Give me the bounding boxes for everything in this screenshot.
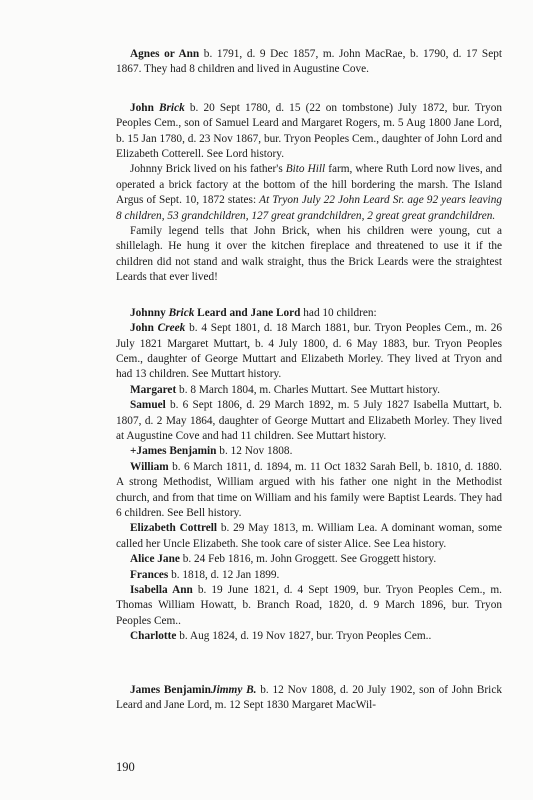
entry-nickname: Brick [168, 306, 195, 319]
page-number: 190 [116, 760, 135, 774]
children-intro: Johnny Brick Leard and Jane Lord had 10 children: [130, 306, 377, 319]
child-entry [116, 552, 502, 567]
entry-name: Agnes or Ann [130, 48, 200, 60]
child-name: William [130, 460, 169, 473]
farm-name: Bito Hill [285, 163, 326, 176]
text-column [116, 47, 502, 713]
child-name: Samuel [130, 399, 166, 412]
child-name: Isabella Ann [130, 584, 193, 596]
child-name: Frances [130, 568, 169, 581]
child-entry [116, 629, 502, 644]
entry-james-benjamin [116, 683, 502, 714]
child-entry [116, 398, 502, 444]
entry-agnes [116, 47, 502, 78]
entry-nickname: Jimmy B. [210, 683, 257, 696]
child-text: b. 6 Sept 1806, d. 29 March 1892, m. 5 July 1827 Isabella Muttart, b. 1807, d. 2 May 1864, daughter of George Muttart and Elizabeth Morley. They lived at Augustine Cove and had 11 children. See Muttart history. [116, 399, 502, 442]
entry-text: b. 1791, d. 9 Dec 1857, m. John MacRae, b. 1790, d. 17 Sept 1867. They had 8 children and lived in Augustine Cove. [116, 48, 503, 76]
child-text: b. 6 March 1811, d. 1894, m. 11 Oct 1832 Sarah Bell, b. 1810, d. 1880. A strong Methodist, William argued with his father one night in the Methodist church, and from that time on William and his family were Baptist Leards. They had 6 children. See Bell history. [116, 460, 502, 519]
entry-nickname: Brick [159, 101, 185, 114]
paragraph-bito-hill: Johnny Brick lived on his father's Bito Hill farm, where Ruth Lord now lives, and operated a brick factory at the bottom of the hill bordering the marsh. The Island Argus of Sept. 10, 1872 states: At Tryon July 22 John Leard Sr. age 92 years leaving 8 children, 53 grandchildren, 127 great grandchildren, 2 great great grandchildren. [116, 163, 502, 222]
entry-name: James Benjamin [130, 683, 211, 696]
child-entry [116, 321, 502, 383]
child-name: Elizabeth Cottrell [130, 522, 218, 535]
child-text: b. Aug 1824, d. 19 Nov 1827, bur. Tryon Peoples Cem.. [176, 630, 432, 643]
child-text: b. 29 May 1813, m. William Lea. A dominant woman, some called her Uncle Elizabeth. She took care of sister Alice. See Lea history. [116, 522, 503, 550]
child-nickname: Creek [157, 322, 186, 335]
entry-name: John [130, 101, 154, 114]
child-text: b. 12 Nov 1808. [216, 445, 293, 458]
child-name: Charlotte [130, 630, 177, 643]
child-name: +James Benjamin [130, 445, 217, 458]
child-name: Alice Jane [130, 553, 180, 566]
child-name: John [130, 322, 158, 335]
child-entry [116, 460, 502, 522]
child-text: b. 4 Sept 1801, d. 18 March 1881, bur. Tryon Peoples Cem., m. 26 July 1821 Margaret Muttart, b. 4 July 1800, d. 6 May 1883, bur. Tryon Peoples Cem., daughter of George Muttart and Elizabeth Morley. They lived at Tryon and had 13 children. See Muttart history. [116, 322, 503, 381]
child-text: b. 19 June 1821, d. 4 Sept 1909, bur. Tryon Peoples Cem., m. Thomas William Howatt, b. Branch Road, 1820, d. 9 March 1896, bur. Tryon Peoples Cem.. [116, 584, 502, 627]
child-entry [116, 444, 502, 459]
children-list [116, 321, 502, 645]
child-text: b. 8 March 1804, m. Charles Muttart. See Muttart history. [176, 383, 440, 396]
child-entry [116, 521, 502, 552]
entry-john-brick [116, 101, 502, 163]
paragraph-family-legend: Family legend tells that John Brick, when his children were young, cut a shillelagh. He hung it over the kitchen fireplace and threatened to use it if the children did not stand and walk straight, thus the Brick Leards were the straightest Leards that ever lived! [116, 225, 502, 284]
child-name: Margaret [130, 383, 177, 396]
entry-text: b. 20 Sept 1780, d. 15 (22 on tombstone) July 1872, bur. Tryon Peoples Cem., son of Samuel Leard and Margaret Rogers, m. 5 Aug 1800 Jane Lord, b. 15 Jan 1780, d. 23 Nov 1867, bur. Tryon Peoples Cem., daughter of John Lord and Elizabeth Cotterell. See Lord history. [116, 101, 502, 161]
child-entry [116, 568, 502, 583]
child-text: b. 24 Feb 1816, m. John Groggett. See Groggett history. [179, 553, 437, 566]
child-entry [116, 383, 502, 398]
child-text: b. 1818, d. 12 Jan 1899. [168, 568, 280, 581]
newspaper-quote: At Tryon July 22 John Leard Sr. age 92 years leaving 8 children, 53 grandchildren, 127 great grandchildren, 2 great great grandchildren. [116, 194, 502, 222]
child-entry [116, 583, 502, 629]
entry-text: b. 12 Nov 1808, d. 20 July 1902, son of John Brick Leard and Jane Lord, m. 12 Sept 1830 Margaret MacWil- [116, 683, 502, 712]
